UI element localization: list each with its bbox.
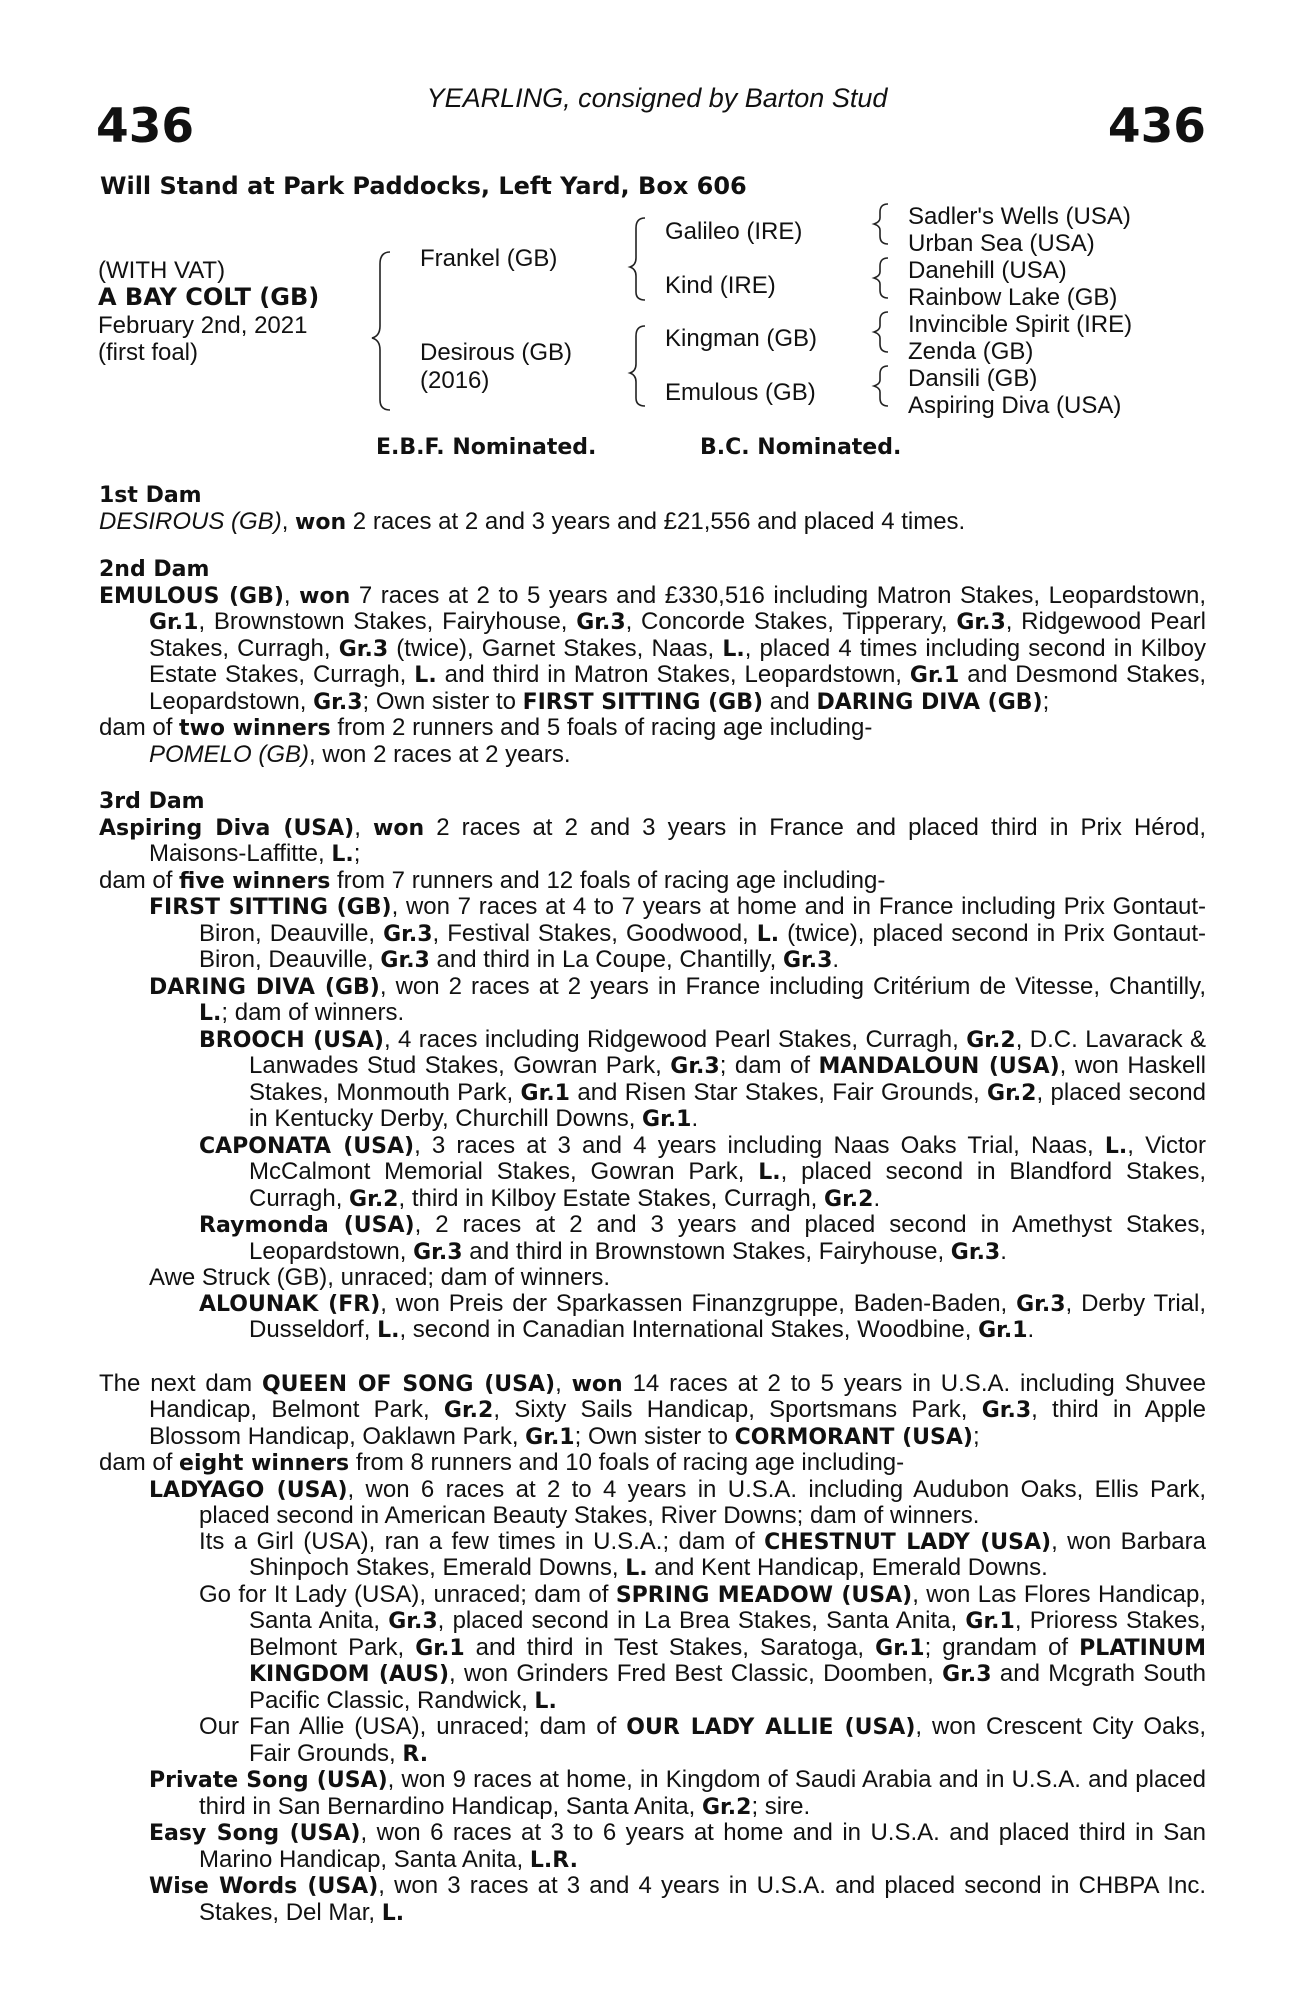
second-dam-progeny-line: dam of two winners from 2 runners and 5 foals of racing age including-	[99, 714, 873, 741]
pedigree-sds: Danehill (USA)	[908, 257, 1067, 284]
pedigree-dds: Dansili (GB)	[908, 365, 1038, 392]
lot-name: A BAY COLT (GB)	[98, 283, 320, 311]
pedigree-sss: Sadler's Wells (USA)	[908, 203, 1131, 230]
pedigree-ddd: Aspiring Diva (USA)	[908, 392, 1122, 419]
next-dam-progeny-line: dam of eight winners from 8 runners and 10 foals of racing age including-	[99, 1449, 905, 1476]
progeny-alounak: ALOUNAK (FR), won Preis der Sparkassen Finanzgruppe, Baden-Baden, Gr.3, Derby Trial, Dusseldorf, L., second in Canadian International Stakes, Woodbine, Gr.1.	[199, 1289, 1206, 1343]
pedigree-sire-dam: Kind (IRE)	[665, 272, 776, 299]
pedigree-dsd: Zenda (GB)	[908, 338, 1034, 365]
lot-number-right: 436	[1107, 99, 1206, 154]
catalogue-body	[99, 483, 1206, 1926]
second-dam-text: EMULOUS (GB), won 7 races at 2 to 5 years and £330,516 including Matron Stakes, Leopardstown, Gr.1, Brownstown Stakes, Fairyhouse, Gr.3, Concorde Stakes, Tipperary, Gr.3, Ridgewood Pearl Stakes, Curragh, Gr.3 (twice), Garnet Stakes, Naas, L., placed 4 times including second in Kilboy Estate Stakes, Curragh, L. and third in Matron Stakes, Leopardstown, Gr.1 and Desmond Stakes, Leopardstown, Gr.3; Own sister to FIRST SITTING (GB) and DARING DIVA (GB);	[99, 581, 1207, 715]
pedigree-dam: Desirous (GB)	[420, 339, 573, 366]
progeny-ladyago: LADYAGO (USA), won 6 races at 2 to 4 years in U.S.A. including Audubon Oaks, Ellis Park, placed second in American Beauty Stakes, River Downs; dam of winners.	[149, 1475, 1206, 1529]
progeny-first-sitting: FIRST SITTING (GB), won 7 races at 4 to 7 years at home and in France including Prix Gontaut-Biron, Deauville, Gr.3, Festival Stakes, Goodwood, L. (twice), placed second in Prix Gontaut-Biron, Deauville, Gr.3 and third in La Coupe, Chantilly, Gr.3.	[149, 893, 1207, 973]
first-dam-section	[99, 483, 1206, 535]
pedigree-sdd: Rainbow Lake (GB)	[908, 284, 1118, 311]
progeny-pomelo: POMELO (GB), won 2 races at 2 years.	[149, 740, 571, 768]
progeny-go-for-it-lady: Go for It Lady (USA), unraced; dam of SPRING MEADOW (USA), won Las Flores Handicap, Santa Anita, Gr.3, placed second in La Brea Stakes, Santa Anita, Gr.1, Prioress Stakes, Belmont Park, Gr.1 and third in Test Stakes, Saratoga, Gr.1; grandam of PLATINUM KINGDOM (AUS), won Grinders Fred Best Classic, Doomben, Gr.3 and Mcgrath South Pacific Classic, Randwick, L.	[199, 1580, 1207, 1714]
progeny-brooch: BROOCH (USA), 4 races including Ridgewood Pearl Stakes, Curragh, Gr.2, D.C. Lavarack & Lanwades Stud Stakes, Gowran Park, Gr.3; dam of MANDALOUN (USA), won Haskell Stakes, Monmouth Park, Gr.1 and Risen Star Stakes, Fair Grounds, Gr.2, placed second in Kentucky Derby, Churchill Downs, Gr.1.	[199, 1025, 1207, 1132]
pedigree-ssd: Urban Sea (USA)	[908, 230, 1095, 257]
progeny-its-a-girl: Its a Girl (USA), ran a few times in U.S.A.; dam of CHESTNUT LADY (USA), won Barbara Shinpoch Stakes, Emerald Downs, L. and Kent Handicap, Emerald Downs.	[199, 1527, 1206, 1581]
progeny-awe-struck: Awe Struck (GB), unraced; dam of winners.	[149, 1264, 611, 1291]
first-dam-text: DESIROUS (GB), won 2 races at 2 and 3 years and £21,556 and placed 4 times.	[99, 507, 966, 535]
ebf-nomination: E.B.F. Nominated.	[376, 435, 597, 460]
progeny-raymonda: Raymonda (USA), 2 races at 2 and 3 years and placed second in Amethyst Stakes, Leopardstown, Gr.3 and third in Brownstown Stakes, Fairyhouse, Gr.3.	[199, 1211, 1206, 1265]
third-dam-progeny-line: dam of five winners from 7 runners and 12 foals of racing age including-	[99, 866, 886, 894]
consignor-line: YEARLING, consigned by Barton Stud	[426, 83, 888, 113]
progeny-daring-diva: DARING DIVA (GB), won 2 races at 2 years in France including Critérium de Vitesse, Chantilly, L.; dam of winners.	[149, 972, 1207, 1026]
pedigree-dss: Invincible Spirit (IRE)	[908, 311, 1133, 338]
second-dam-heading: 2nd Dam	[99, 557, 210, 582]
progeny-our-fan-allie: Our Fan Allie (USA), unraced; dam of OUR LADY ALLIE (USA), won Crescent City Oaks, Fair Grounds, R.	[199, 1713, 1206, 1767]
first-dam-heading: 1st Dam	[99, 483, 202, 508]
progeny-easy-song: Easy Song (USA), won 6 races at 3 to 6 years at home and in U.S.A. and placed third in San Marino Handicap, Santa Anita, L.R.	[149, 1819, 1206, 1873]
progeny-private-song: Private Song (USA), won 9 races at home, in Kingdom of Saudi Arabia and in U.S.A. and placed third in San Bernardino Handicap, Santa Anita, Gr.2; sire.	[149, 1766, 1206, 1820]
pedigree-dam-dam: Emulous (GB)	[665, 379, 816, 406]
second-dam-section	[99, 557, 1206, 767]
bc-nomination: B.C. Nominated.	[700, 435, 902, 460]
progeny-caponata: CAPONATA (USA), 3 races at 3 and 4 years including Naas Oaks Trial, Naas, L., Victor McCalmont Memorial Stakes, Gowran Park, L., placed second in Blandford Stakes, Curragh, Gr.2, third in Kilboy Estate Stakes, Curragh, Gr.2.	[199, 1131, 1206, 1212]
progeny-wise-words: Wise Words (USA), won 3 races at 3 and 4 years in U.S.A. and placed second in CHBPA Inc. Stakes, Del Mar, L.	[149, 1872, 1206, 1926]
vat-note: (WITH VAT)	[98, 257, 226, 284]
pedigree-sire-sire: Galileo (IRE)	[665, 218, 803, 245]
third-dam-text: Aspiring Diva (USA), won 2 races at 2 and 3 years in France and placed third in Prix Hérod, Maisons-Laffitte, L.;	[99, 813, 1206, 867]
stand-location: Will Stand at Park Paddocks, Left Yard, Box 606	[100, 172, 747, 200]
third-dam-section	[99, 789, 1206, 1344]
next-dam-text: The next dam QUEEN OF SONG (USA), won 14 races at 2 to 5 years in U.S.A. including Shuvee Handicap, Belmont Park, Gr.2, Sixty Sails Handicap, Sportsmans Park, Gr.3, third in Apple Blossom Handicap, Oaklawn Park, Gr.1; Own sister to CORMORANT (USA);	[99, 1369, 1206, 1450]
lot-number-left: 436	[96, 99, 195, 154]
pedigree-dam-year: (2016)	[420, 367, 490, 394]
lot-note: (first foal)	[98, 339, 199, 366]
pedigree-sire: Frankel (GB)	[420, 245, 558, 272]
third-dam-heading: 3rd Dam	[99, 789, 205, 814]
lot-dob: February 2nd, 2021	[98, 312, 308, 339]
next-dam-section	[99, 1371, 1206, 1927]
pedigree-dam-sire: Kingman (GB)	[665, 325, 818, 352]
